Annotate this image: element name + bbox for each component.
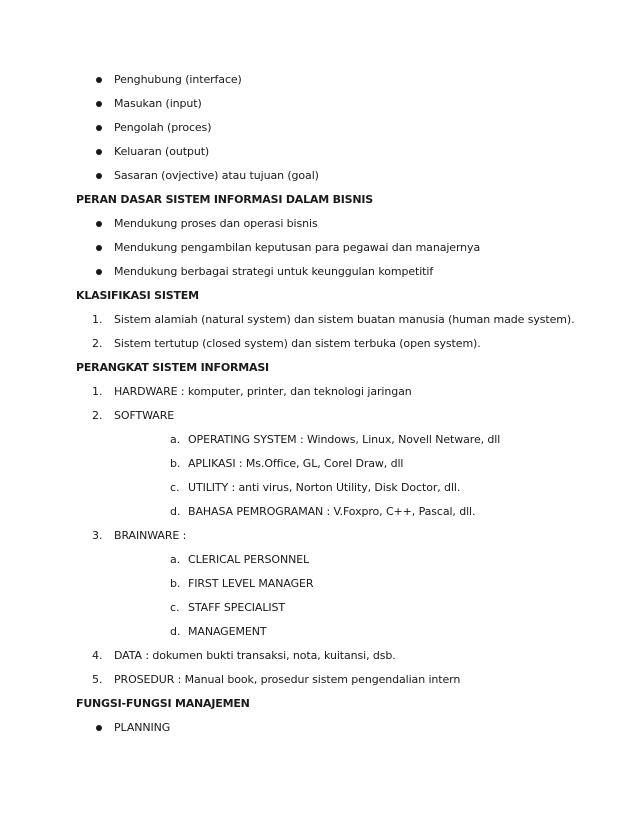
section-heading-peran: PERAN DASAR SISTEM INFORMASI DALAM BISNIS <box>76 193 374 206</box>
list-item: SOFTWARE <box>114 409 175 422</box>
list-number: 3. <box>92 529 103 542</box>
list-item: DATA : dokumen bukti transaksi, nota, kuitansi, dsb. <box>114 649 396 662</box>
list-letter: c. <box>170 601 180 614</box>
list-item: HARDWARE : komputer, printer, dan teknologi jaringan <box>114 385 412 398</box>
list-letter: a. <box>170 433 181 446</box>
list-item: PROSEDUR : Manual book, prosedur sistem pengendalian intern <box>114 673 461 686</box>
list-number: 2. <box>92 409 103 422</box>
list-item: MANAGEMENT <box>188 625 267 638</box>
bullet-icon <box>96 269 102 275</box>
list-item: CLERICAL PERSONNEL <box>188 553 310 566</box>
list-item: Sistem tertutup (closed system) dan sistem terbuka (open system). <box>114 337 481 350</box>
section-heading-fungsi: FUNGSI-FUNGSI MANAJEMEN <box>76 697 250 710</box>
list-item: STAFF SPECIALIST <box>188 601 286 614</box>
bullet-icon <box>96 245 102 251</box>
list-letter: d. <box>170 625 181 638</box>
bullet-icon <box>96 725 102 731</box>
list-number: 1. <box>92 313 103 326</box>
list-item: Sistem alamiah (natural system) dan sistem buatan manusia (human made system). <box>114 313 575 326</box>
list-number: 4. <box>92 649 103 662</box>
list-letter: d. <box>170 505 181 518</box>
bullet-icon <box>96 221 102 227</box>
list-item: Sasaran (ovjective) atau tujuan (goal) <box>114 169 319 182</box>
list-item: OPERATING SYSTEM : Windows, Linux, Novell Netware, dll <box>188 433 501 446</box>
list-item: BRAINWARE : <box>114 529 187 542</box>
list-letter: b. <box>170 577 181 590</box>
list-number: 5. <box>92 673 103 686</box>
list-item: FIRST LEVEL MANAGER <box>188 577 314 590</box>
list-item: Pengolah (proces) <box>114 121 212 134</box>
list-letter: c. <box>170 481 180 494</box>
list-item: APLIKASI : Ms.Office, GL, Corel Draw, dll <box>188 457 404 470</box>
list-item: PLANNING <box>114 721 171 734</box>
list-letter: b. <box>170 457 181 470</box>
list-item: Mendukung berbagai strategi untuk keunggulan kompetitif <box>114 265 434 278</box>
list-number: 2. <box>92 337 103 350</box>
bullet-icon <box>96 125 102 131</box>
section-heading-perangkat: PERANGKAT SISTEM INFORMASI <box>76 361 269 374</box>
list-item: Penghubung (interface) <box>114 73 242 86</box>
section-heading-klasifikasi: KLASIFIKASI SISTEM <box>76 289 199 302</box>
bullet-icon <box>96 77 102 83</box>
list-item: Mendukung pengambilan keputusan para pegawai dan manajernya <box>114 241 481 254</box>
list-number: 1. <box>92 385 103 398</box>
list-item: Masukan (input) <box>114 97 202 110</box>
bullet-icon <box>96 101 102 107</box>
list-item: BAHASA PEMROGRAMAN : V.Foxpro, C++, Pascal, dll. <box>188 505 476 518</box>
list-letter: a. <box>170 553 181 566</box>
bullet-icon <box>96 173 102 179</box>
bullet-icon <box>96 149 102 155</box>
list-item: UTILITY : anti virus, Norton Utility, Disk Doctor, dll. <box>188 481 461 494</box>
list-item: Keluaran (output) <box>114 145 210 158</box>
list-item: Mendukung proses dan operasi bisnis <box>114 217 318 230</box>
